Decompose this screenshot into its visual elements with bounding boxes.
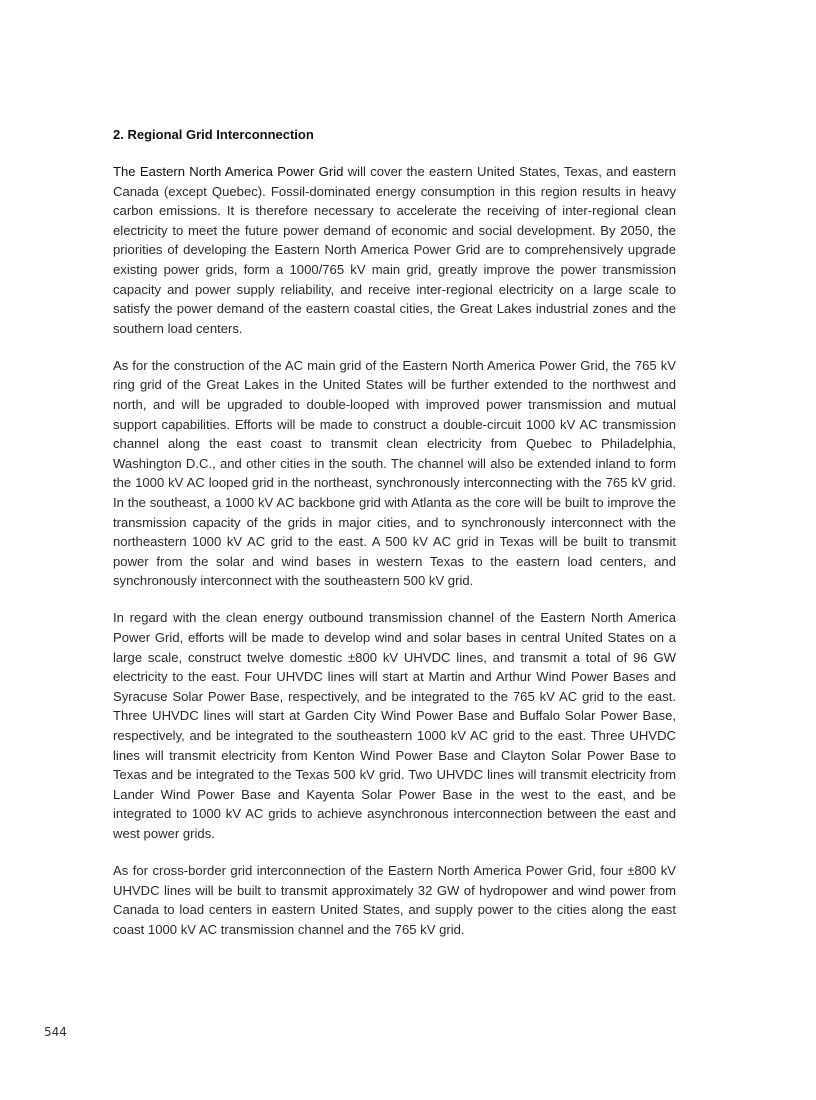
paragraph-outbound-channel: In regard with the clean energy outbound transmission channel of the Eastern North America Power Grid, efforts will be made to develop wind and solar bases in central United States on a large scale, construct twelve domestic ±800 kV UHVDC lines, and transmit a total of 96 GW electricity to the east. Four UHVDC lines will start at Martin and Arthur Wind Power Bases and Syracuse Solar Power Base, respectively, and be integrated to the 765 kV AC grid to the east. Three UHVDC lines will start at Garden City Wind Power Base and Buffalo Solar Power Base, respectively, and be integrated to the southeastern 1000 kV AC grid to the east. Three UHVDC lines will transmit electricity from Kenton Wind Power Base and Clayton Solar Power Base to Texas and be integrated to the Texas 500 kV grid. Two UHVDC lines will transmit electricity from Lander Wind Power Base and Kayenta Solar Power Base in the west to the east, and be integrated to 1000 kV AC grids to achieve asynchronous interconnection between the east and west power grids. (113, 610, 676, 841)
page-number: 544 (44, 1025, 67, 1039)
page-content (113, 125, 676, 957)
section-heading: 2. Regional Grid Interconnection (113, 127, 314, 142)
paragraph-body: will cover the eastern United States, Texas, and eastern Canada (except Quebec). Fossil-dominated energy consumption in this region results in heavy carbon emissions. It is therefore necessary to accelerate the receiving of inter-regional clean electricity to meet the future power demand of economic and social development. By 2050, the priorities of developing the Eastern North America Power Grid are to comprehensively upgrade existing power grids, form a 1000/765 kV main grid, greatly improve the power transmission capacity and power supply reliability, and receive inter-regional electricity on a large scale to satisfy the power demand of the eastern coastal cities, the Great Lakes industrial zones and the southern load centers. (113, 164, 676, 336)
paragraph-ac-main-grid: As for the construction of the AC main grid of the Eastern North America Power Grid, the 765 kV ring grid of the Great Lakes in the United States will be further extended to the northwest and north, and will be upgraded to double-looped with improved power transmission and mutual support capabilities. Efforts will be made to construct a double-circuit 1000 kV AC transmission channel along the east coast to transmit clean electricity from Quebec to Philadelphia, Washington D.C., and other cities in the south. The channel will also be extended inland to form the 1000 kV AC looped grid in the northeast, synchronously interconnecting with the 765 kV grid. In the southeast, a 1000 kV AC backbone grid with Atlanta as the core will be built to improve the transmission capacity of the grids in major cities, and to synchronously interconnect with the northeastern 1000 kV AC grid to the east. A 500 kV AC grid in Texas will be built to transmit power from the solar and wind bases in western Texas to the eastern load centers, and synchronously interconnect with the southeastern 500 kV grid. (113, 357, 676, 589)
paragraph-cross-border: As for cross-border grid interconnection of the Eastern North America Power Grid, four ±800 kV UHVDC lines will be built to transmit approximately 32 GW of hydropower and wind power from Canada to load centers in eastern United States, and supply power to the cities along the east coast 1000 kV AC transmission channel and the 765 kV grid. (113, 863, 676, 937)
paragraph-lead: The Eastern North America Power Grid (113, 164, 344, 179)
paragraph-grid-overview (113, 162, 676, 338)
